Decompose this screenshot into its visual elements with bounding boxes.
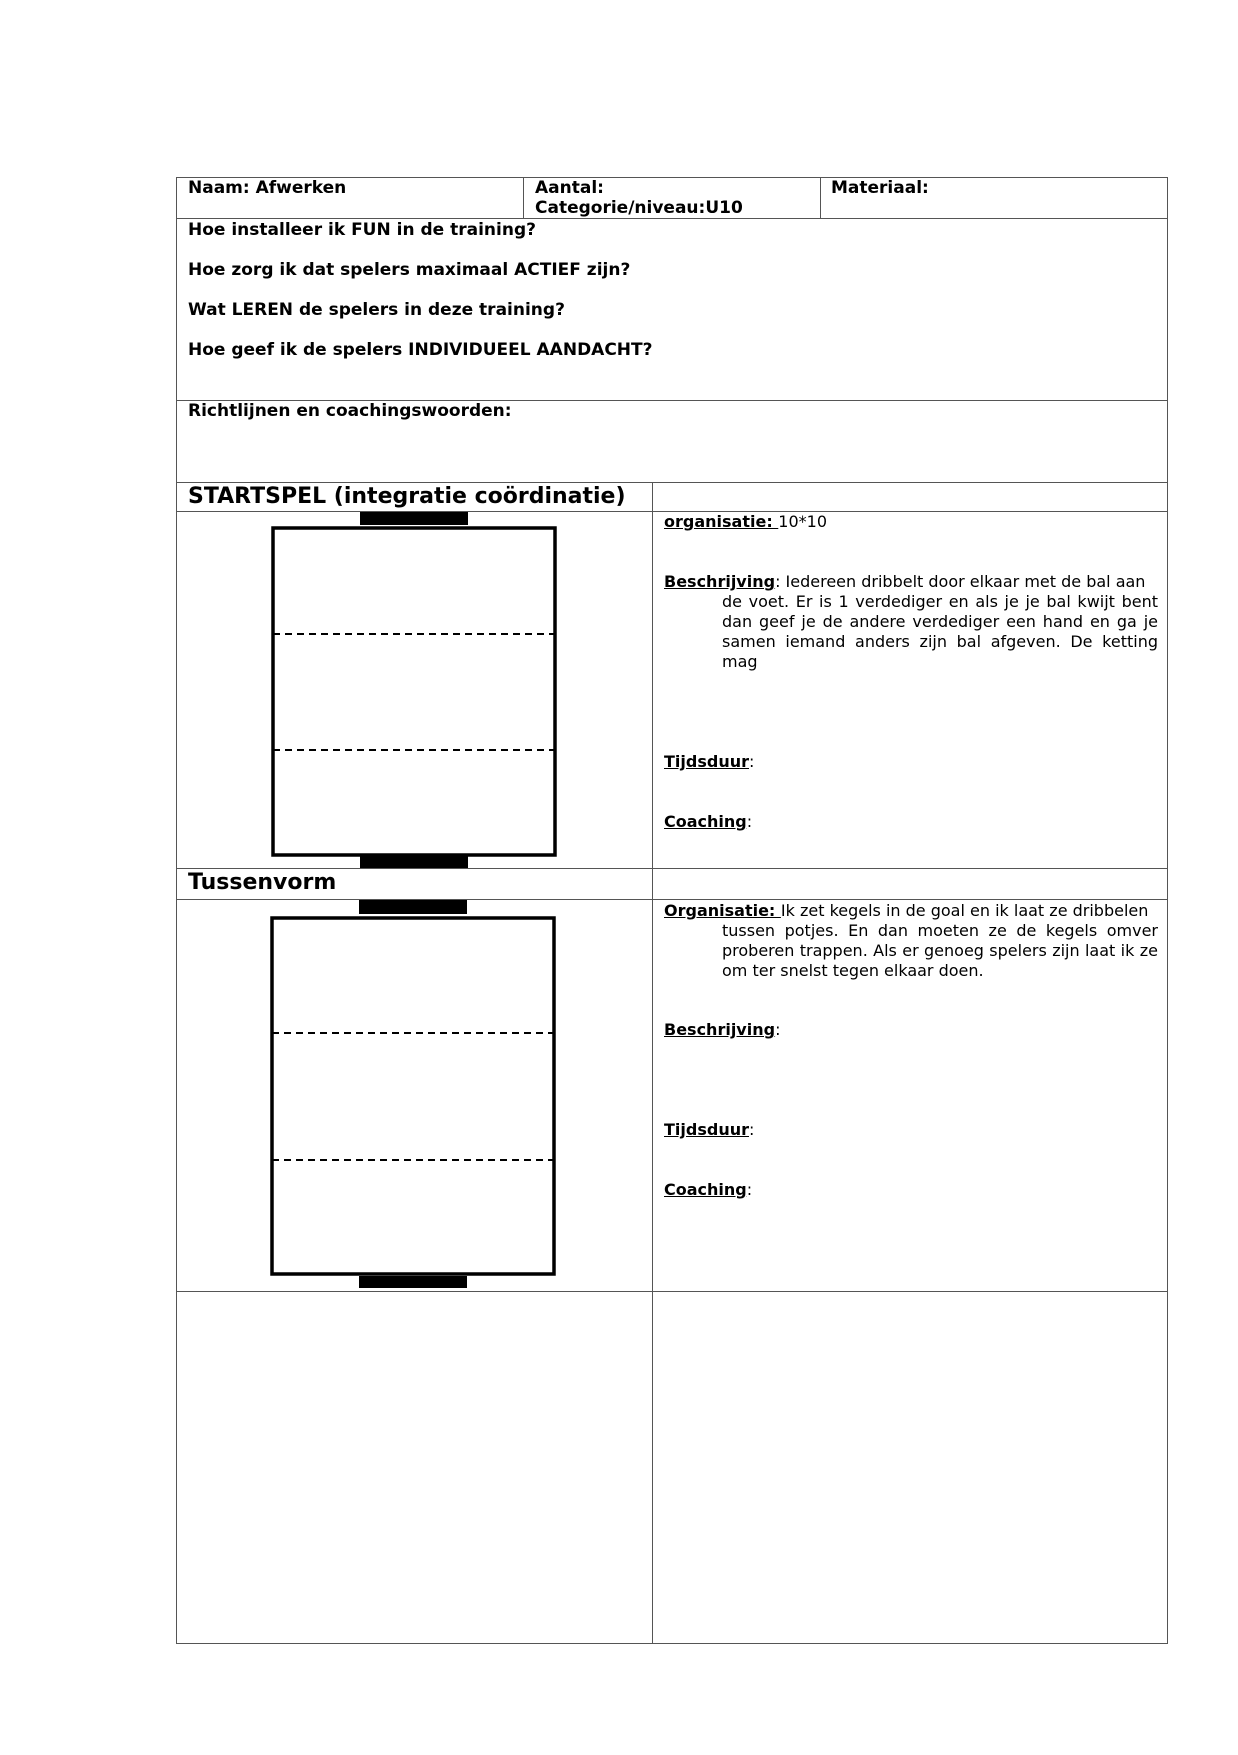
startspel-title: STARTSPEL (integratie coördinatie) bbox=[188, 484, 626, 509]
richtlijnen-label: Richtlijnen en coachingswoorden: bbox=[188, 401, 512, 421]
football-field-diagram bbox=[270, 510, 560, 870]
startspel-tijdsduur: Tijdsduur: bbox=[664, 752, 755, 771]
field-outline bbox=[273, 528, 555, 855]
tussenvorm-coaching: Coaching: bbox=[664, 1180, 753, 1199]
table-border-right bbox=[1167, 177, 1168, 1644]
question-aandacht: Hoe geef ik de spelers INDIVIDUEEL AANDACHT? bbox=[188, 340, 653, 360]
startspel-organisatie: organisatie: 10*10 bbox=[664, 512, 827, 531]
question-actief: Hoe zorg ik dat spelers maximaal ACTIEF zijn? bbox=[188, 260, 631, 280]
divider bbox=[652, 482, 653, 1643]
tussenvorm-tijdsduur: Tijdsduur: bbox=[664, 1120, 755, 1139]
tussenvorm-beschrijving: Beschrijving: bbox=[664, 1020, 781, 1039]
divider bbox=[176, 1291, 1167, 1292]
materiaal-label: Materiaal: bbox=[831, 178, 929, 198]
goal-bottom bbox=[360, 856, 468, 868]
goal-bottom bbox=[359, 1276, 467, 1288]
divider bbox=[523, 177, 524, 218]
table-border-left bbox=[176, 177, 177, 1644]
football-field-diagram bbox=[269, 898, 559, 1290]
tussenvorm-organisatie: Organisatie: Ik zet kegels in de goal en ik laat ze dribbelen tussen potjes. En dan moeten ze de kegels omver proberen trappen. Als er genoeg spelers zijn laat ik ze om ter snelst tegen elkaar doen. bbox=[664, 901, 1158, 980]
startspel-coaching: Coaching: bbox=[664, 812, 753, 831]
startspel-beschrijving: Beschrijving: Iedereen dribbelt door elkaar met de bal aan de voet. Er is 1 verdediger en als je je bal kwijt bent dan geef je de andere verdediger een hand en ga je samen iemand anders zijn bal afgeven. De ketting mag bbox=[664, 572, 1158, 671]
aantal-label: Aantal: bbox=[535, 178, 604, 198]
divider bbox=[176, 482, 1167, 483]
tussenvorm-title: Tussenvorm bbox=[188, 870, 337, 895]
divider bbox=[176, 218, 1167, 219]
field-outline bbox=[272, 918, 554, 1274]
divider bbox=[820, 177, 821, 218]
naam-label: Naam: Afwerken bbox=[188, 178, 347, 198]
goal-top bbox=[360, 512, 468, 525]
question-fun: Hoe installeer ik FUN in de training? bbox=[188, 220, 536, 240]
question-leren: Wat LEREN de spelers in deze training? bbox=[188, 300, 565, 320]
table-border-bottom bbox=[176, 1643, 1167, 1644]
categorie-label: Categorie/niveau:U10 bbox=[535, 198, 743, 218]
goal-top bbox=[359, 900, 467, 914]
